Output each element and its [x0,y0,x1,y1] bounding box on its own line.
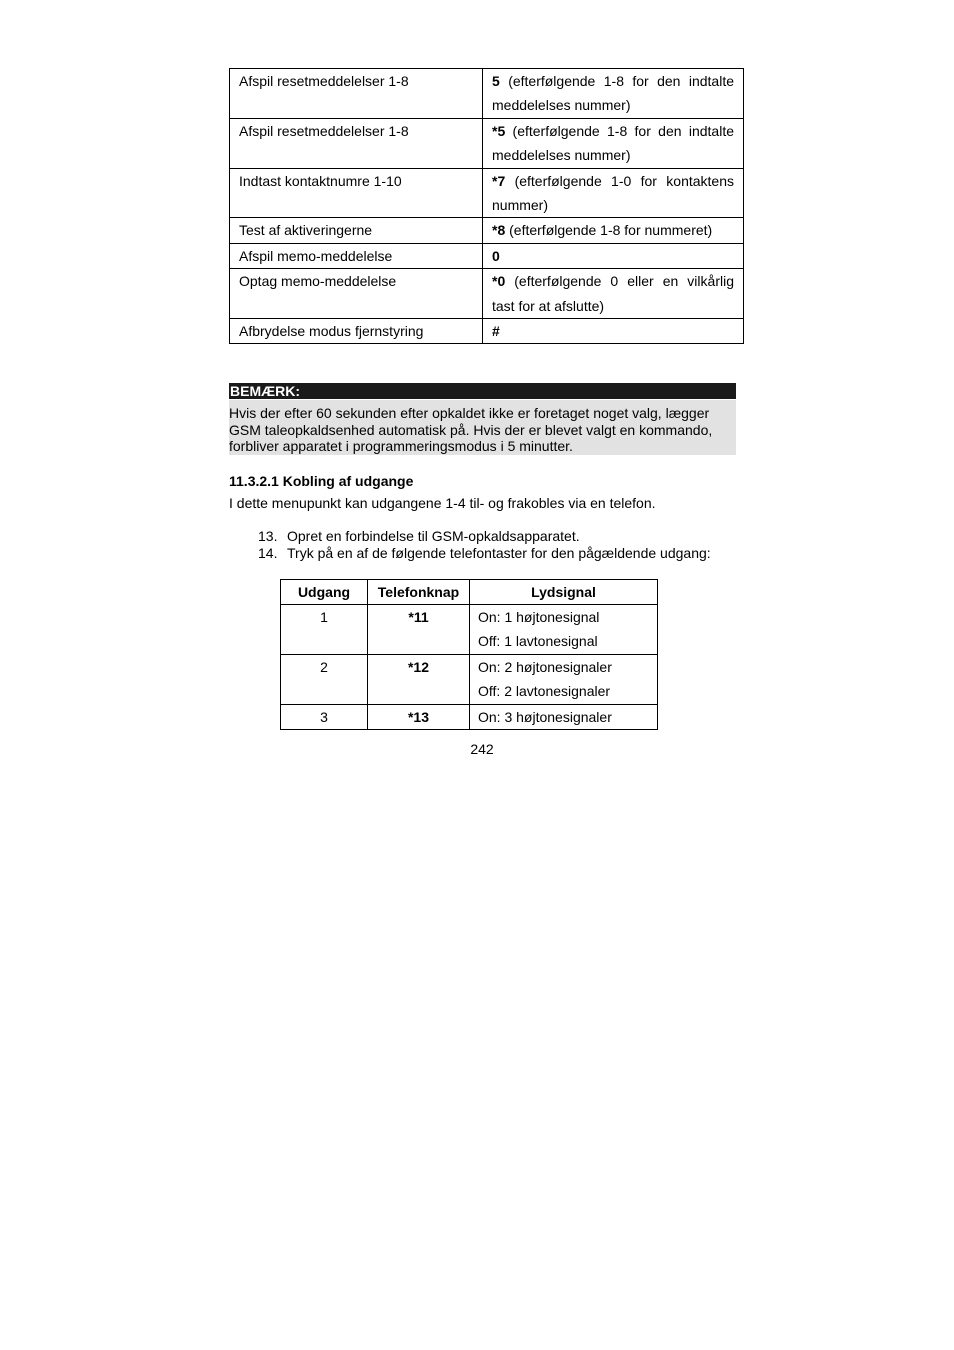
signal-on: On: 1 højtonesignal [478,609,600,625]
step-text: Tryk på en af de følgende telefontaster for den pågældende udgang: [287,545,711,561]
command-label: Test af aktiveringerne [230,218,483,243]
output-number: 3 [281,704,368,729]
command-desc: (efterfølgende 1-8 for den indtalte meddelelses nummer) [492,122,734,164]
table-row [230,319,744,344]
sound-signal-cell [470,654,658,704]
command-key: 5 [492,73,500,89]
step-number: 13. [258,528,278,544]
command-key: *5 [492,122,506,139]
list-item [258,528,711,545]
output-table [280,579,658,730]
section-intro: I dette menupunkt kan udgangene 1-4 til- og frakobles via en telefon. [229,495,656,511]
table-row [230,269,744,319]
sound-signal-cell [470,605,658,655]
command-label: Afspil resetmeddelelser 1-8 [230,69,483,119]
table-row [230,243,744,268]
table-row [281,704,658,729]
phone-key: *12 [368,654,470,704]
table-header-row [281,580,658,605]
signal-off: Off: 1 lavtonesignal [478,633,598,650]
command-key-cell [483,218,744,243]
step-number: 14. [258,545,278,561]
output-number: 2 [281,654,368,704]
note-text: Hvis der efter 60 sekunden efter opkaldet ikke er foretaget noget valg, lægger GSM taleopkaldsenhed automatisk på. Hvis der er blevet valgt en kommando, forbliver apparatet i programmeringsmodus i 5 minutter. [229,400,736,455]
command-key: *8 [492,222,506,239]
output-number: 1 [281,605,368,655]
phone-key: *13 [368,704,470,729]
section-heading: 11.3.2.1 Kobling af udgange [229,473,414,489]
command-desc: (efterfølgende 1-0 for kontaktens nummer) [492,172,734,214]
command-table [229,68,744,344]
command-desc: (efterfølgende 1-8 for den indtalte meddelelses nummer) [492,73,734,114]
step-text: Opret en forbindelse til GSM-opkaldsapparatet. [287,528,580,544]
page-number: 242 [470,741,494,757]
command-desc: (efterfølgende 1-8 for nummeret) [505,222,713,239]
command-label: Afspil memo-meddelelse [230,243,483,268]
command-label: Afbrydelse modus fjernstyring [230,319,483,344]
command-key-cell [483,243,744,268]
table-row [230,168,744,218]
step-list [258,528,711,562]
command-key-cell [483,118,744,168]
command-key: *7 [492,172,506,189]
signal-on: On: 3 højtonesignaler [478,708,612,725]
command-key-cell [483,69,744,119]
table-row [230,69,744,119]
command-label: Afspil resetmeddelelser 1-8 [230,118,483,168]
command-key-cell [483,319,744,344]
signal-on: On: 2 højtonesignaler [478,658,612,675]
note-title: BEMÆRK: [230,383,300,399]
command-label: Optag memo-meddelelse [230,269,483,319]
list-item [258,545,711,562]
column-header-udgang: Udgang [281,580,368,605]
table-row [230,218,744,243]
table-row [281,605,658,655]
command-key: 0 [492,247,500,264]
sound-signal-cell [470,704,658,729]
command-key: *0 [492,273,506,290]
signal-off: Off: 2 lavtonesignaler [478,683,611,700]
table-row [281,654,658,704]
phone-key: *11 [368,605,470,655]
note-title-bar [229,383,736,399]
command-key: # [492,323,500,340]
column-header-lydsignal: Lydsignal [470,580,658,605]
command-label: Indtast kontaktnumre 1-10 [230,168,483,218]
command-key-cell [483,269,744,319]
table-row [230,118,744,168]
command-key-cell [483,168,744,218]
command-desc: (efterfølgende 0 eller en vilkårlig tast for at afslutte) [492,273,734,314]
column-header-telefonknap: Telefonknap [368,580,470,605]
